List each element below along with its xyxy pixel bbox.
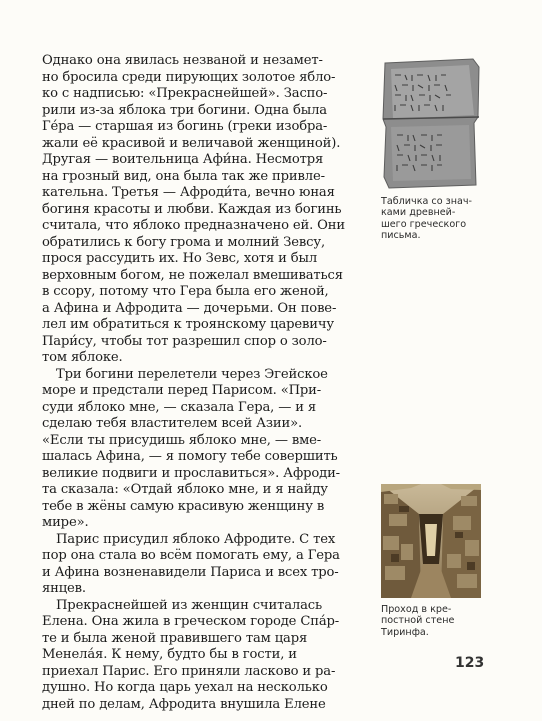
- text-line: кательна. Третья — Афроди́та, вечно юная: [42, 185, 335, 200]
- paragraph-4: [42, 598, 368, 714]
- tablet-caption: Табличка со знач- ками древней- шего греческого письма.: [381, 196, 472, 242]
- text-line: «Если ты присудишь яблоко мне, — вме-: [42, 432, 322, 448]
- text-line: лел им обратиться к троянскому царевичу: [42, 317, 334, 332]
- text-line: Прекраснейшей из женщин считалась: [56, 597, 322, 613]
- text-line: и Афина возненавидели Париса и всех тро-: [42, 564, 339, 580]
- text-line: приехал Парис. Его приняли ласково и ра-: [42, 663, 336, 679]
- text-line: том яблоке.: [42, 350, 123, 365]
- passage-caption: Проход в кре- постной стене Тиринфа.: [381, 604, 455, 638]
- paragraph-3: [42, 532, 368, 598]
- text-line: Ге́ра — старшая из богинь (греки изобра-: [42, 119, 328, 134]
- text-line: Пари́су, чтобы тот разрешил спор о золо-: [42, 333, 327, 349]
- text-line: богиня красоты и любви. Каждая из богинь: [42, 201, 342, 217]
- text-line: считала, что яблоко предназначено ей. Они: [42, 218, 345, 233]
- text-line: в ссору, потому что Гера была его женой,: [42, 284, 329, 299]
- text-line: на грозный вид, она была так же привле-: [42, 168, 325, 184]
- text-line: сделаю тебя властителем всей Азии».: [42, 416, 303, 431]
- text-line: дней по делам, Афродита внушила Елене: [42, 696, 326, 712]
- text-line: Парис присудил яблоко Афродите. С тех: [56, 531, 336, 547]
- text-line: но бросила среди пирующих золотое ябло-: [42, 69, 336, 85]
- text-line: суди яблоко мне, — сказала Гера, — и я: [42, 399, 316, 415]
- passage-image: [381, 484, 481, 598]
- text-line: пор она стала во всём помогать ему, а Гера: [42, 548, 340, 563]
- text-line: обратились к богу грома и молний Зевсу,: [42, 234, 325, 250]
- text-line: рили из-за яблока три богини. Одна была: [42, 102, 327, 118]
- text-line: жали её красивой и величавой женщиной).: [42, 135, 341, 151]
- text-line: верховным богом, не пожелал вмешиваться: [42, 267, 343, 283]
- text-line: море и предстали перед Парисом. «При-: [42, 383, 322, 398]
- text-line: Однако она явилась незваной и незамет-: [42, 53, 323, 68]
- page-number: 123: [455, 655, 485, 671]
- text-line: Менела́я. К нему, будто бы в гости, и: [42, 647, 297, 662]
- text-line: Три богини перелетели через Эгейское: [56, 366, 328, 382]
- text-line: а Афина и Афродита — дочерьми. Он пове-: [42, 300, 337, 316]
- text-line: Елена. Она жила в греческом городе Спа́р-: [42, 614, 340, 629]
- text-line: те и была женой правившего там царя: [42, 630, 308, 646]
- text-line: великие подвиги и прославиться». Афроди-: [42, 465, 340, 481]
- paragraph-1: [42, 53, 368, 367]
- text-line: шалась Афина, — я помогу тебе совершить: [42, 449, 338, 464]
- text-line: тебе в жёны самую красивую женщину в: [42, 498, 325, 514]
- text-line: ко с надписью: «Прекраснейшей». Заспо-: [42, 86, 328, 101]
- text-line: Другая — воительница Афи́на. Несмотря: [42, 152, 324, 167]
- text-line: мире».: [42, 515, 89, 530]
- text-line: прося рассудить их. Но Зевс, хотя и был: [42, 251, 318, 266]
- text-line: та сказала: «Отдай яблоко мне, и я найду: [42, 482, 328, 497]
- main-text: [42, 53, 368, 713]
- tablet-image: [381, 57, 481, 190]
- text-line: янцев.: [42, 581, 86, 596]
- tablet-figure: [381, 57, 481, 242]
- passage-figure: [381, 484, 481, 638]
- paragraph-2: [42, 367, 368, 532]
- text-line: душно. Но когда царь уехал на несколько: [42, 680, 328, 695]
